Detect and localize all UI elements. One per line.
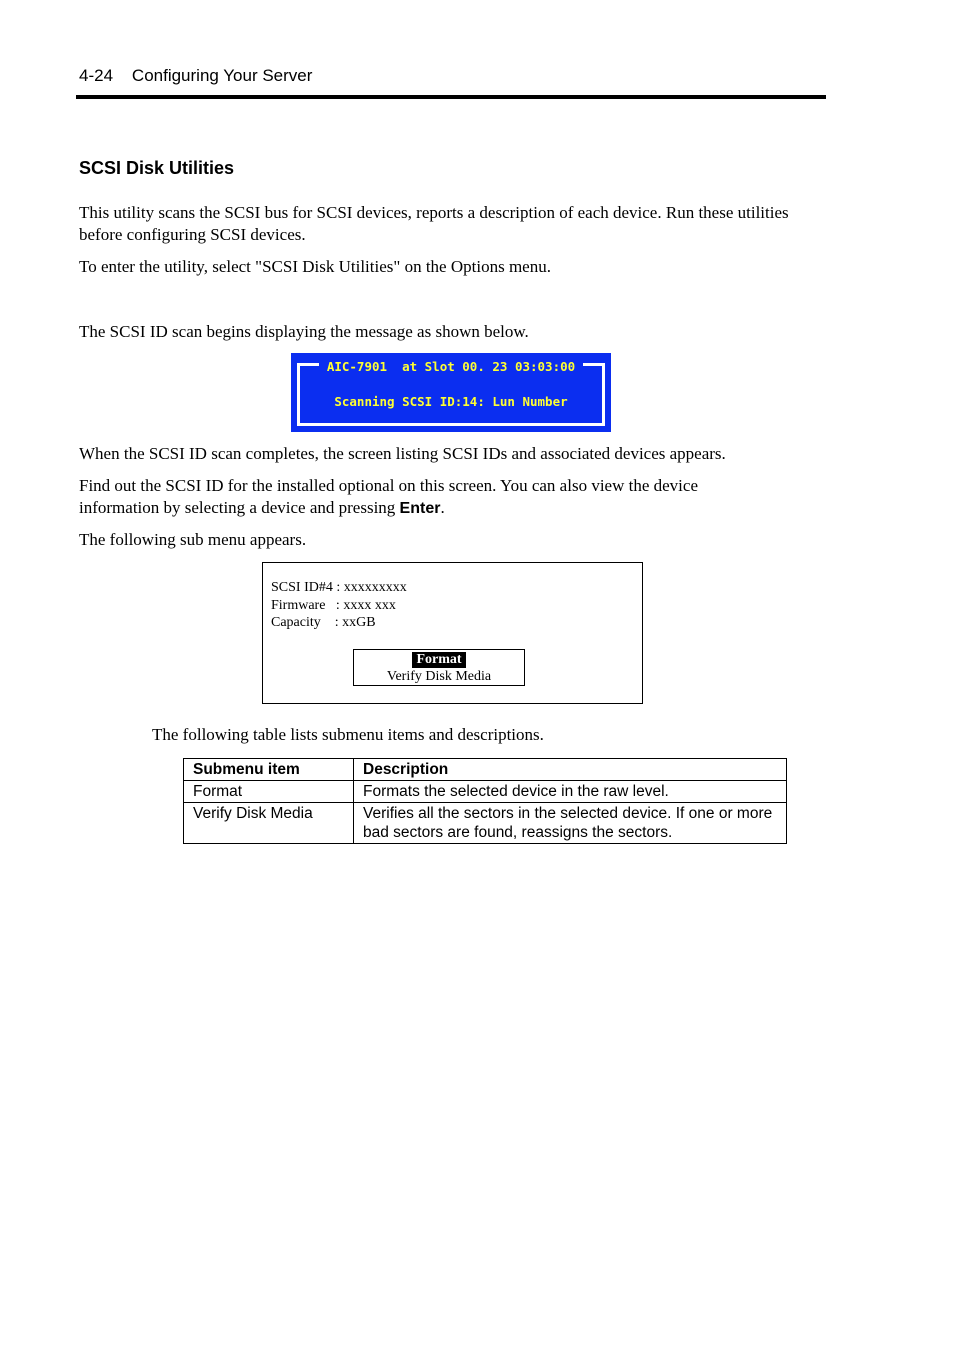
header-rule: [76, 95, 826, 99]
find-out-paragraph: [79, 475, 779, 520]
intro-paragraph: This utility scans the SCSI bus for SCSI devices, reports a description of each device. Run these utilities before configuring SCSI devices.: [79, 203, 789, 244]
submenu-screen: [262, 562, 643, 704]
scan-status-line: AIC-7901 at Slot 00. 23 03:03:00: [326, 359, 576, 374]
table-header-row: [184, 759, 787, 781]
table-row: [184, 781, 787, 803]
scsi-id-line: SCSI ID#4 : xxxxxxxxx: [271, 580, 407, 595]
capacity-line: Capacity : xxGB: [271, 615, 376, 630]
sub-menu-appears-paragraph: The following sub menu appears.: [79, 530, 307, 549]
find-out-text: Find out the SCSI ID for the installed optional on this screen. You can also view the device information by selecting a device and pressing: [79, 476, 698, 517]
header-description: Description: [354, 759, 787, 781]
cell-description: Verifies all the sectors in the selected device. If one or more bad sectors are found, reassigns the sectors.: [354, 803, 787, 844]
menu-item-verify-disk-media[interactable]: Verify Disk Media: [386, 669, 492, 684]
cell-item: Verify Disk Media: [184, 803, 354, 844]
section-title: SCSI Disk Utilities: [79, 158, 235, 178]
scan-completes-paragraph: When the SCSI ID scan completes, the screen listing SCSI IDs and associated devices appears.: [79, 444, 726, 463]
submenu-table: [183, 758, 787, 844]
find-out-suffix: .: [440, 498, 445, 517]
scan-screen: [291, 353, 611, 432]
enter-key-label: Enter: [399, 500, 441, 517]
cell-description: Formats the selected device in the raw level.: [354, 781, 787, 803]
firmware-line: Firmware : xxxx xxx: [271, 598, 396, 613]
cell-item: Format: [184, 781, 354, 803]
submenu-list: [353, 649, 525, 686]
page-header: 4-24 Configuring Your Server: [79, 66, 313, 85]
header-submenu-item: Submenu item: [184, 759, 354, 781]
table-row: [184, 803, 787, 844]
table-intro-paragraph: The following table lists submenu items and descriptions.: [152, 725, 544, 744]
enter-utility-paragraph: To enter the utility, select "SCSI Disk Utilities" on the Options menu.: [79, 257, 551, 276]
scan-progress-line: Scanning SCSI ID:14: Lun Number: [334, 394, 568, 409]
menu-item-format[interactable]: Format: [412, 652, 465, 668]
scan-begins-paragraph: The SCSI ID scan begins displaying the message as shown below.: [79, 322, 529, 341]
